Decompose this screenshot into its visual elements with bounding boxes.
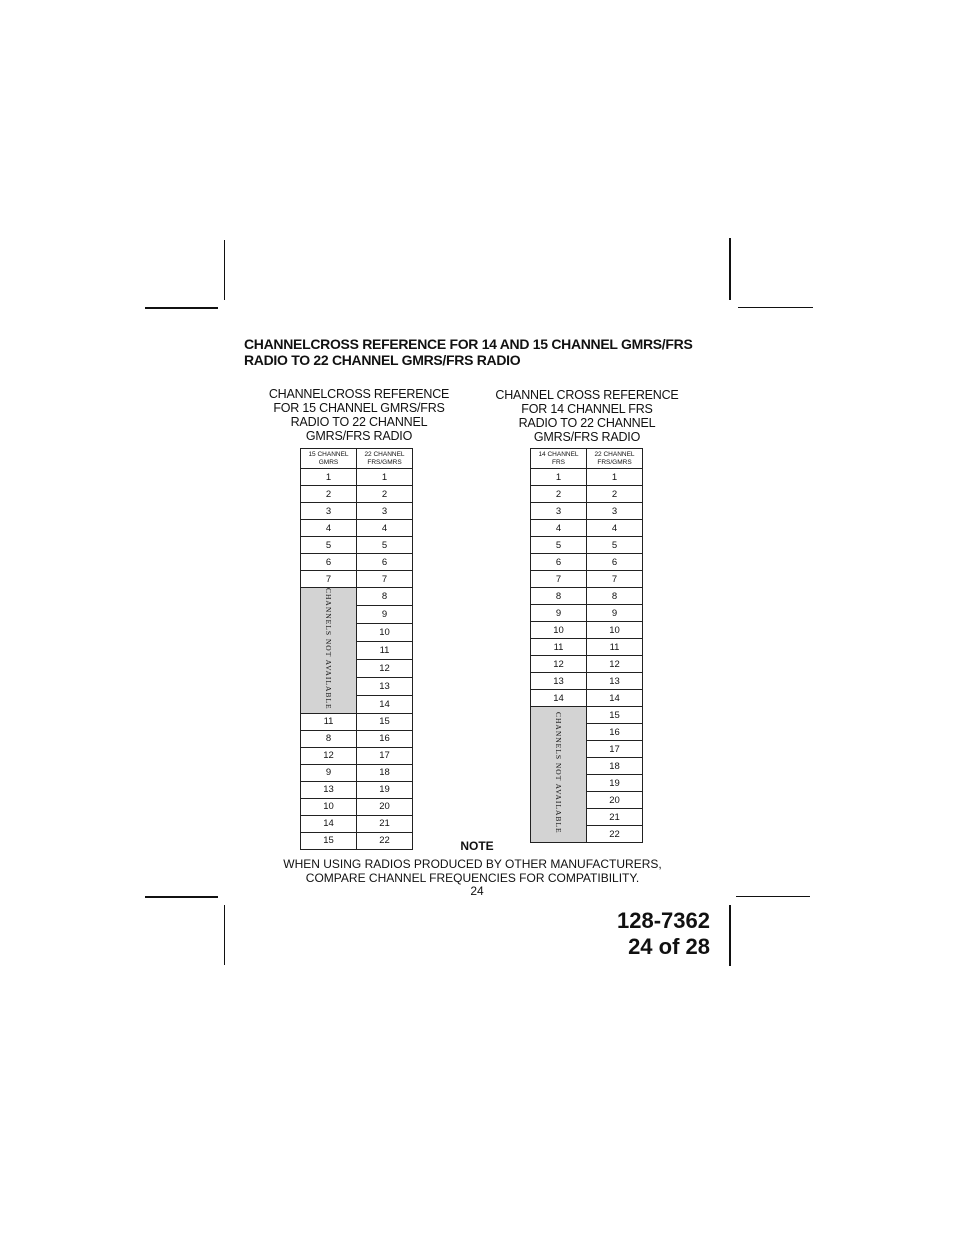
table-cell: 12: [301, 747, 357, 764]
column-header-line: FRS: [552, 458, 565, 466]
table-row: [301, 469, 413, 486]
table-row: [301, 503, 413, 520]
caption-line: CHANNELCROSS REFERENCE: [268, 387, 450, 401]
table-cell: 6: [587, 554, 643, 571]
table-cell: 19: [587, 775, 643, 792]
table-cell: 9: [531, 605, 587, 622]
table-cell: 15: [587, 707, 643, 724]
note-line: COMPARE CHANNEL FREQUENCIES FOR COMPATIBILITY.: [305, 871, 640, 885]
table-row: [531, 588, 643, 605]
cross-reference-table-14ch: [530, 448, 643, 843]
column-header: [357, 449, 413, 469]
table-row: [531, 469, 643, 486]
table-cell: 6: [531, 554, 587, 571]
channels-not-available-cell: [531, 707, 587, 843]
table-cell: 1: [531, 469, 587, 486]
table-cell: 12: [587, 656, 643, 673]
table-row: [301, 713, 413, 730]
table-row: [531, 486, 643, 503]
table-cell: 14: [301, 815, 357, 832]
table-row: [301, 588, 413, 606]
caption-line: RADIO TO 22 CHANNEL: [518, 416, 656, 430]
channels-not-available-label: CHANNELS NOT AVAILABLE: [554, 712, 563, 834]
table-cell: 4: [587, 520, 643, 537]
table-cell: 22: [587, 826, 643, 843]
table-cell: 9: [301, 764, 357, 781]
table-row: [301, 486, 413, 503]
table-cell: 17: [587, 741, 643, 758]
table-cell: 4: [301, 520, 357, 537]
crop-mark: [729, 238, 731, 300]
table-cell: 17: [357, 747, 413, 764]
table-row: [531, 639, 643, 656]
document-id: [560, 908, 710, 960]
table-header-row: [531, 449, 643, 469]
table-cell: 2: [301, 486, 357, 503]
channels-not-available-label: CHANNELS NOT AVAILABLE: [324, 588, 333, 710]
table-cell: 21: [587, 809, 643, 826]
caption-line: FOR 15 CHANNEL GMRS/FRS: [273, 401, 445, 415]
caption-line: GMRS/FRS RADIO: [533, 430, 641, 444]
table-row: [301, 520, 413, 537]
channels-not-available-cell: [301, 588, 357, 714]
note-heading: NOTE: [460, 839, 494, 853]
table-cell: 8: [301, 730, 357, 747]
table-cell: 3: [357, 503, 413, 520]
table-cell: 11: [587, 639, 643, 656]
crop-mark: [738, 307, 813, 308]
crop-mark: [729, 905, 731, 966]
table-cell: 13: [357, 677, 413, 695]
right-table-caption: [490, 388, 684, 444]
table-cell: 5: [301, 537, 357, 554]
table-row: [531, 554, 643, 571]
document-page-count: 24 of 28: [628, 934, 710, 959]
table-row: [301, 571, 413, 588]
table-cell: 14: [357, 695, 413, 713]
table-cell: 9: [587, 605, 643, 622]
table-cell: 7: [357, 571, 413, 588]
table-cell: 10: [531, 622, 587, 639]
table-row: [531, 605, 643, 622]
table-cell: 5: [587, 537, 643, 554]
left-table-caption: [262, 387, 456, 443]
table-row: [531, 520, 643, 537]
caption-line: RADIO TO 22 CHANNEL: [290, 415, 428, 429]
crop-mark: [224, 240, 225, 300]
table-cell: 10: [587, 622, 643, 639]
table-cell: 18: [587, 758, 643, 775]
table-row: [301, 554, 413, 571]
table-cell: 12: [531, 656, 587, 673]
table-cell: 3: [587, 503, 643, 520]
table-header-row: [301, 449, 413, 469]
table-cell: 22: [357, 832, 413, 849]
column-header-line: 22 CHANNEL: [594, 450, 635, 458]
table-row: [301, 764, 413, 781]
table-row: [301, 781, 413, 798]
table-cell: 18: [357, 764, 413, 781]
table-row: [531, 571, 643, 588]
page-title-line: CHANNELCROSS REFERENCE FOR 14 AND 15 CHANNEL GMRS/FRS: [244, 336, 693, 352]
table-cell: 1: [357, 469, 413, 486]
table-cell: 15: [301, 832, 357, 849]
table-cell: 16: [357, 730, 413, 747]
table-cell: 11: [301, 713, 357, 730]
caption-line: GMRS/FRS RADIO: [305, 429, 413, 443]
column-header-line: FRS/GMRS: [367, 458, 402, 466]
column-header-line: 22 CHANNEL: [364, 450, 405, 458]
table-cell: 4: [531, 520, 587, 537]
table-cell: 10: [301, 798, 357, 815]
column-header: [587, 449, 643, 469]
table-cell: 12: [357, 659, 413, 677]
table-cell: 6: [357, 554, 413, 571]
table-cell: 13: [301, 781, 357, 798]
table-cell: 20: [587, 792, 643, 809]
page-number: 24: [470, 884, 484, 898]
table-cell: 20: [357, 798, 413, 815]
table-cell: 1: [301, 469, 357, 486]
table-row: [301, 747, 413, 764]
table-cell: 3: [531, 503, 587, 520]
table-cell: 19: [357, 781, 413, 798]
note-text: [270, 857, 675, 885]
table-cell: 14: [587, 690, 643, 707]
crop-mark: [145, 307, 218, 309]
cross-reference-table-15ch: [300, 448, 413, 850]
document-number: 128-7362: [617, 908, 710, 933]
column-header-line: 15 CHANNEL: [308, 450, 349, 458]
caption-line: FOR 14 CHANNEL FRS: [521, 402, 653, 416]
table-cell: 7: [587, 571, 643, 588]
table-cell: 16: [587, 724, 643, 741]
table-cell: 8: [531, 588, 587, 605]
column-header: [531, 449, 587, 469]
column-header-line: GMRS: [318, 458, 339, 466]
table-cell: 10: [357, 623, 413, 641]
column-header: [301, 449, 357, 469]
table-cell: 14: [531, 690, 587, 707]
table-cell: 2: [357, 486, 413, 503]
table-row: [531, 707, 643, 724]
caption-line: CHANNEL CROSS REFERENCE: [495, 388, 679, 402]
table-cell: 8: [357, 588, 413, 606]
table-cell: 6: [301, 554, 357, 571]
page-title: [244, 336, 704, 368]
table-cell: 3: [301, 503, 357, 520]
table-row: [301, 537, 413, 554]
table-row: [301, 798, 413, 815]
table-cell: 9: [357, 605, 413, 623]
table-cell: 8: [587, 588, 643, 605]
table-row: [531, 656, 643, 673]
table-cell: 4: [357, 520, 413, 537]
column-header-line: 14 CHANNEL: [538, 450, 579, 458]
table-row: [531, 503, 643, 520]
table-row: [531, 673, 643, 690]
page-title-line: RADIO TO 22 CHANNEL GMRS/FRS RADIO: [244, 352, 521, 368]
table-cell: 11: [357, 641, 413, 659]
table-cell: 2: [531, 486, 587, 503]
table-row: [531, 622, 643, 639]
table-cell: 7: [531, 571, 587, 588]
table-row: [301, 815, 413, 832]
table-cell: 13: [531, 673, 587, 690]
table-cell: 5: [357, 537, 413, 554]
table-cell: 2: [587, 486, 643, 503]
table-cell: 13: [587, 673, 643, 690]
table-cell: 11: [531, 639, 587, 656]
column-header-line: FRS/GMRS: [597, 458, 632, 466]
crop-mark: [224, 905, 225, 965]
table-cell: 7: [301, 571, 357, 588]
table-cell: 5: [531, 537, 587, 554]
table-row: [301, 730, 413, 747]
note-line: WHEN USING RADIOS PRODUCED BY OTHER MANUFACTURERS,: [283, 857, 662, 871]
table-cell: 1: [587, 469, 643, 486]
table-cell: 15: [357, 713, 413, 730]
table-row: [531, 537, 643, 554]
table-row: [531, 690, 643, 707]
table-cell: 21: [357, 815, 413, 832]
